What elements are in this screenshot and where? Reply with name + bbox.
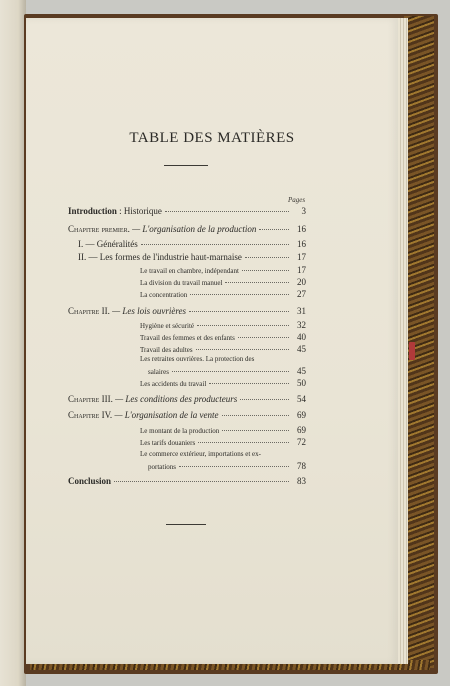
bookmark-tab xyxy=(409,342,415,360)
dot-leader xyxy=(209,383,289,384)
page-number: 45 xyxy=(297,366,306,376)
toc-entry-label-line1: Les retraites ouvrières. La protection des xyxy=(140,355,255,363)
page-number: 40 xyxy=(297,332,306,342)
dot-leader xyxy=(165,211,289,212)
chapter-title: — Les lois ouvrières xyxy=(109,306,187,316)
entry-label: Hygiène et sécurité xyxy=(140,322,195,330)
toc-entry xyxy=(68,224,306,234)
dot-leader xyxy=(179,466,289,467)
dot-leader xyxy=(190,294,289,295)
toc-entry xyxy=(78,239,306,249)
toc-entry xyxy=(68,410,306,420)
toc-entry xyxy=(140,320,306,330)
page-number: 16 xyxy=(297,224,306,234)
page-number: 69 xyxy=(297,410,306,420)
entry-label: La division du travail manuel xyxy=(140,279,223,287)
pages-column-header: Pages xyxy=(288,196,306,204)
closing-rule xyxy=(166,524,206,525)
dot-leader xyxy=(242,270,289,271)
dot-leader xyxy=(172,371,289,372)
page-number: 78 xyxy=(297,461,306,471)
entry-label: portations xyxy=(148,463,176,471)
page-number: 17 xyxy=(297,265,306,275)
chapter-label: Chapitre III. xyxy=(68,394,113,404)
toc-entry xyxy=(78,252,306,262)
entry-label: Conclusion xyxy=(68,476,112,486)
entry-label: Les tarifs douaniers xyxy=(140,439,196,447)
chapter-title: — Les conditions des producteurs xyxy=(112,394,238,404)
page-number: 27 xyxy=(297,289,306,299)
toc-entry xyxy=(140,289,306,299)
toc-entry xyxy=(140,437,306,447)
page-number: 45 xyxy=(297,344,306,354)
dot-leader xyxy=(245,257,289,258)
entry-label: Travail des adultes xyxy=(140,346,193,354)
toc-entry xyxy=(140,277,306,287)
dot-leader xyxy=(222,430,289,431)
page-number: 16 xyxy=(297,239,306,249)
toc-entry xyxy=(68,306,306,316)
toc-entry xyxy=(148,461,306,471)
toc-entry xyxy=(140,344,306,354)
page-number: 50 xyxy=(297,378,306,388)
toc-entry xyxy=(140,332,306,342)
toc-entry xyxy=(68,206,306,216)
entry-label: Le travail en chambre, indépendant xyxy=(140,267,239,275)
entry-label: I. — Généralités xyxy=(78,239,138,249)
page-number: 20 xyxy=(297,277,306,287)
chapter-label: Chapitre premier. xyxy=(68,224,130,234)
page-number: 72 xyxy=(297,437,306,447)
page-number: 83 xyxy=(297,476,306,486)
chapter-title: — L'organisation de la vente xyxy=(112,410,219,420)
dot-leader xyxy=(198,442,289,443)
entry-label: Introduction xyxy=(68,206,117,216)
dot-leader xyxy=(222,415,289,416)
toc-entry xyxy=(68,476,306,486)
page-number: 69 xyxy=(297,425,306,435)
entry-label: La concentration xyxy=(140,291,188,299)
dot-leader xyxy=(196,349,289,350)
dot-leader xyxy=(259,229,289,230)
entry-label: II. — Les formes de l'industrie haut-marnaise xyxy=(78,252,242,262)
dot-leader xyxy=(225,282,289,283)
chapter-label: Chapitre IV. xyxy=(68,410,113,420)
entry-label-rest: : Historique xyxy=(116,206,162,216)
toc-entry xyxy=(140,265,306,275)
dot-leader xyxy=(238,337,289,338)
page-number: 32 xyxy=(297,320,306,330)
dot-leader xyxy=(114,481,289,482)
entry-label: Le montant de la production xyxy=(140,427,220,435)
page-number: 31 xyxy=(297,306,306,316)
entry-label: Travail des femmes et des enfants xyxy=(140,334,235,342)
entry-label: salaires xyxy=(148,368,169,376)
toc-entry-label-line1: Le commerce extérieur, importations et ex- xyxy=(140,450,261,458)
dot-leader xyxy=(240,399,289,400)
toc-entry xyxy=(148,366,306,376)
toc-entry xyxy=(68,394,306,404)
page-number: 3 xyxy=(301,206,306,216)
toc-entry xyxy=(140,425,306,435)
dot-leader xyxy=(197,325,289,326)
chapter-label: Chapitre II. xyxy=(68,306,110,316)
dot-leader xyxy=(189,311,289,312)
left-facing-page xyxy=(0,0,26,686)
dot-leader xyxy=(141,244,289,245)
toc-entry xyxy=(140,378,306,388)
chapter-title: — L'organisation de la production xyxy=(129,224,257,234)
page-number: 17 xyxy=(297,252,306,262)
page-title: TABLE DES MATIÈRES xyxy=(129,130,295,146)
title-rule xyxy=(164,165,208,166)
page-number: 54 xyxy=(297,394,306,404)
entry-label: Les accidents du travail xyxy=(140,380,207,388)
